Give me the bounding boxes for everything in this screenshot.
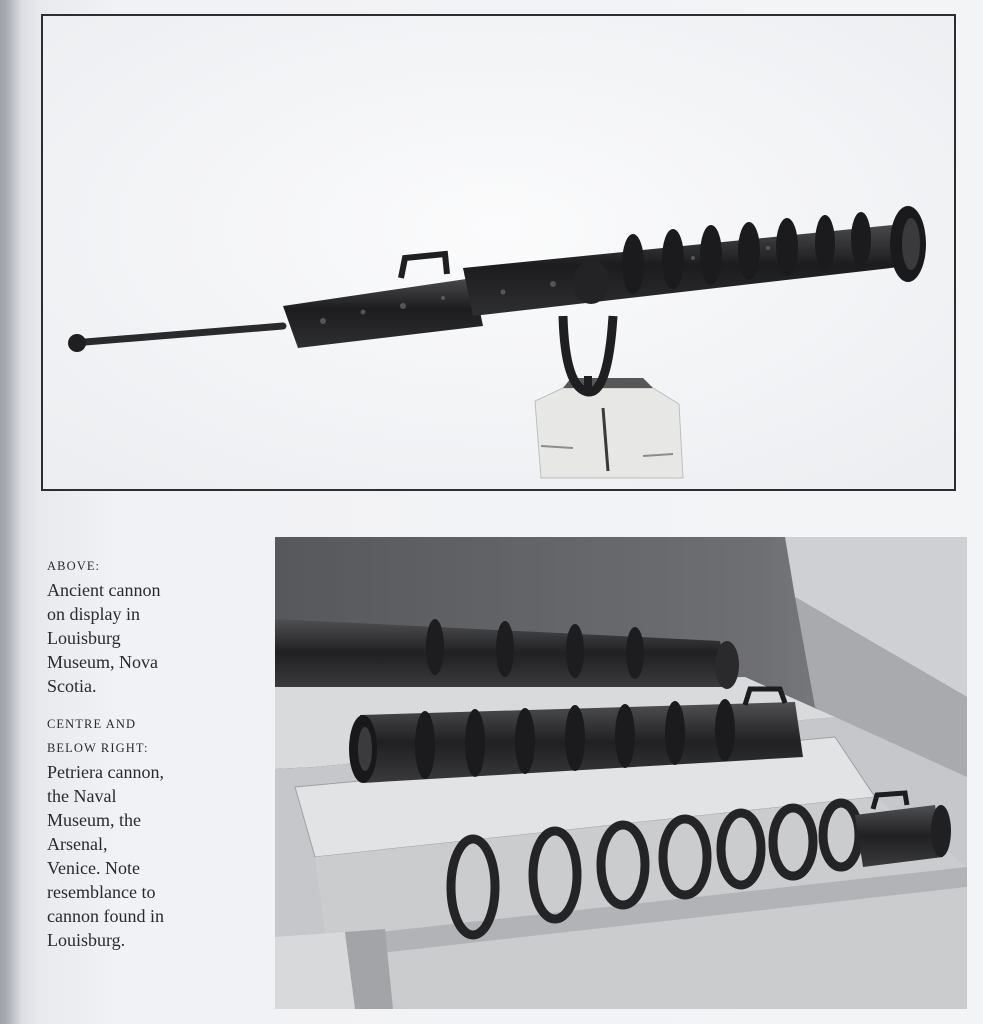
caption-heading-above: ABOVE: (47, 559, 101, 573)
cannon-illustration (43, 16, 954, 489)
photo-petriera-cannons (275, 537, 967, 1009)
figure-caption (47, 554, 247, 952)
caption-text-above: Ancient cannon on display in Louisburg Museum, Nova Scotia. (47, 580, 161, 696)
caption-text-centre: Petriera cannon, the Naval Museum, the Arsenal, Venice. Note resemblance to cannon found in Louisburg. (47, 762, 164, 950)
photo-louisburg-cannon (41, 14, 956, 491)
petriera-illustration (275, 537, 967, 1009)
spine-shadow (0, 0, 22, 1024)
caption-heading-centre-line1: CENTRE AND (47, 717, 137, 731)
caption-heading-centre-line2: BELOW RIGHT: (47, 741, 149, 755)
